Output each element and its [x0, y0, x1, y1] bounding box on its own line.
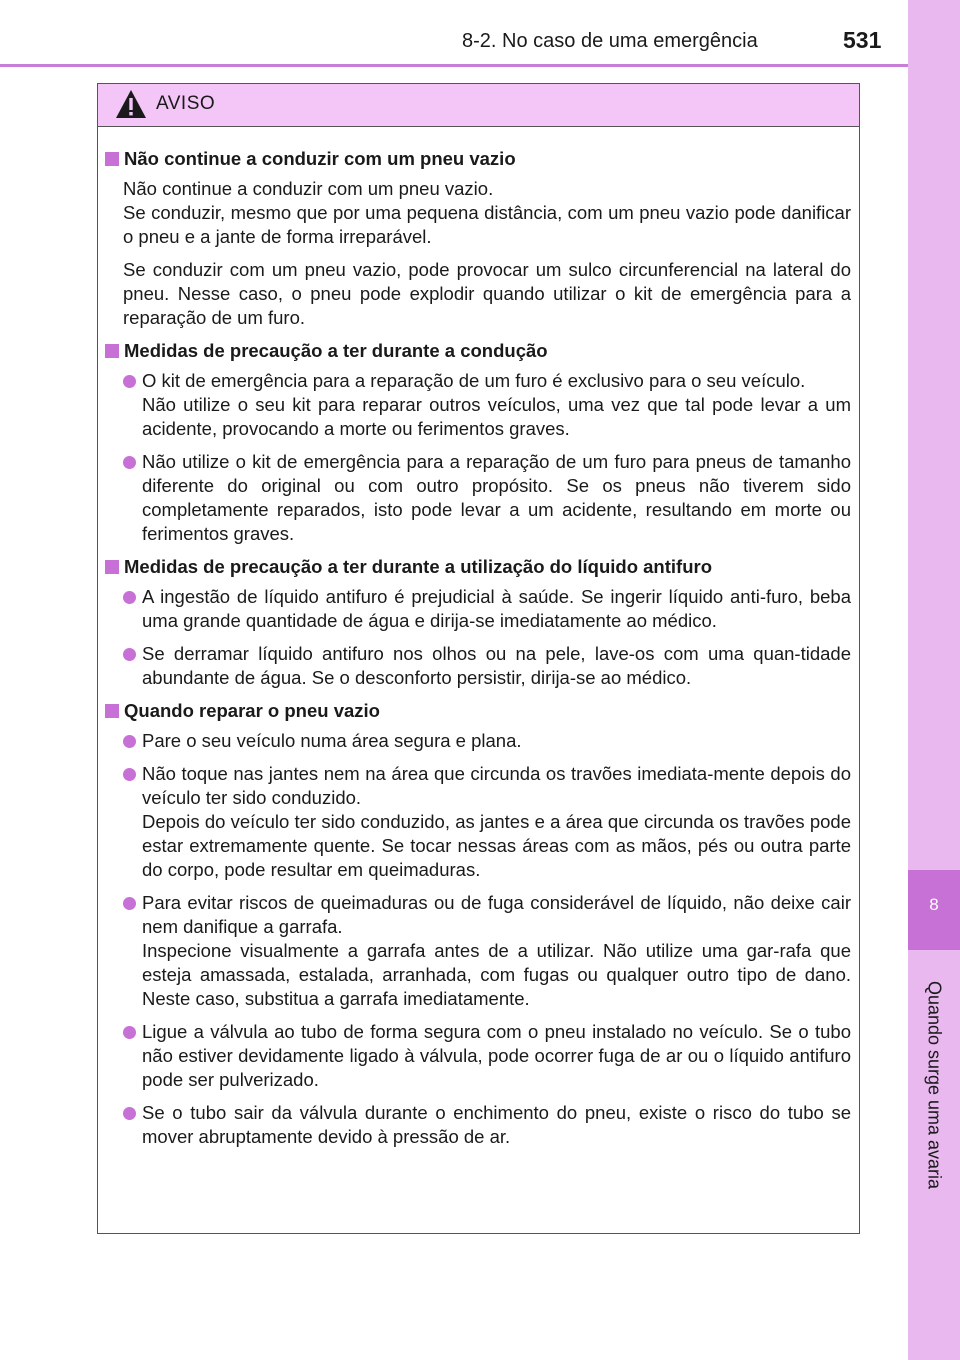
bullet-item-text [142, 642, 851, 690]
warning-header [98, 84, 859, 127]
round-bullet-icon [123, 768, 136, 781]
section-heading-text: Quando reparar o pneu vazio [124, 700, 380, 721]
bullet-item [123, 729, 851, 753]
round-bullet-icon [123, 591, 136, 604]
warning-section [105, 555, 851, 690]
bullet-item-text [142, 585, 851, 633]
section-title: 8-2. No caso de uma emergência [462, 30, 758, 52]
round-bullet-icon [123, 1107, 136, 1120]
round-bullet-icon [123, 648, 136, 661]
bullet-item [123, 450, 851, 546]
page-number: 531 [843, 27, 882, 53]
warning-section [105, 339, 851, 546]
paragraph [123, 177, 851, 249]
bullet-line: O kit de emergência para a reparação de um furo é exclusivo para o seu veículo. [142, 370, 806, 391]
bullet-line: Ligue a válvula ao tubo de forma segura com o pneu instalado no veículo. Se o tubo não estiver devidamente ligado à válvula, pode ocorrer fuga de ar ou o líquido antifuro pode ser pulverizado. [142, 1021, 851, 1090]
bullet-item [123, 762, 851, 882]
round-bullet-icon [123, 1026, 136, 1039]
round-bullet-icon [123, 735, 136, 748]
warning-section [105, 147, 851, 330]
section-heading [105, 699, 851, 723]
paragraph [123, 258, 851, 330]
bullet-line: Para evitar riscos de queimaduras ou de fuga considerável de líquido, não deixe cair nem danifique a garrafa. [142, 892, 851, 937]
bullet-line: A ingestão de líquido antifuro é prejudicial à saúde. Se ingerir líquido anti-furo, beba uma grande quantidade de água e dirija-se imediatamente ao médico. [142, 586, 851, 631]
bullet-item-text [142, 369, 851, 441]
bullet-item-text [142, 1101, 851, 1149]
warning-body [98, 127, 859, 1149]
bullet-item [123, 1020, 851, 1092]
warning-title: AVISO [156, 93, 216, 114]
section-heading-text: Medidas de precaução a ter durante a utilização do líquido antifuro [124, 556, 712, 577]
bullet-line: Não utilize o kit de emergência para a reparação de um furo para pneus de tamanho diferente do original ou com outro propósito. Se os pneus não tiverem sido completamente reparados, isto pode levar a um acidente, resultando em morte ou ferimentos graves. [142, 451, 851, 544]
paragraph-line: Se conduzir com um pneu vazio, pode provocar um sulco circunferencial na lateral do pneu. Nesse caso, o pneu pode explodir quando utilizar o kit de emergência para a reparação de um furo. [123, 259, 851, 328]
bullet-item-text [142, 729, 851, 753]
bullet-line: Se derramar líquido antifuro nos olhos ou na pele, lave-os com uma quan-tidade abundante de água. Se o desconforto persistir, dirija-se ao médico. [142, 643, 851, 688]
bullet-item-text [142, 891, 851, 1011]
warning-box [97, 83, 860, 1234]
bullet-line: Não toque nas jantes nem na área que circunda os travões imediata-mente depois do veículo ter sido conduzido. [142, 763, 851, 808]
chapter-side-tab [908, 0, 960, 1360]
bullet-item [123, 642, 851, 690]
chapter-title: Quando surge uma avaria [924, 980, 945, 1190]
square-bullet-icon [105, 560, 119, 574]
round-bullet-icon [123, 456, 136, 469]
bullet-item-text [142, 1020, 851, 1092]
section-heading [105, 339, 851, 363]
bullet-item [123, 585, 851, 633]
square-bullet-icon [105, 704, 119, 718]
warning-section [105, 699, 851, 1149]
paragraph-line: Não continue a conduzir com um pneu vazio. [123, 178, 494, 199]
chapter-number: 8 [929, 895, 939, 914]
round-bullet-icon [123, 897, 136, 910]
bullet-line: Depois do veículo ter sido conduzido, as jantes e a área que circunda os travões pode estar extremamente quente. Se tocar nessas áreas com as mãos, pés ou outra parte do corpo, pode resultar em queimaduras. [142, 811, 851, 880]
bullet-line: Não utilize o seu kit para reparar outros veículos, uma vez que tal pode levar a um acidente, provocando a morte ou ferimentos graves. [142, 394, 851, 439]
square-bullet-icon [105, 152, 119, 166]
bullet-line: Inspecione visualmente a garrafa antes de a utilizar. Não utilize uma gar-rafa que esteja amassada, estalada, arranhada, com fugas ou qualquer outro tipo de dano. Neste caso, substitua a garrafa imediatamente. [142, 940, 851, 1009]
bullet-item-text [142, 762, 851, 882]
bullet-line: Pare o seu veículo numa área segura e plana. [142, 730, 522, 751]
bullet-line: Se o tubo sair da válvula durante o enchimento do pneu, existe o risco do tubo se mover abruptamente devido à pressão de ar. [142, 1102, 851, 1147]
square-bullet-icon [105, 344, 119, 358]
round-bullet-icon [123, 375, 136, 388]
paragraph-line: Se conduzir, mesmo que por uma pequena distância, com um pneu vazio pode danificar o pneu e a jante de forma irreparável. [123, 202, 851, 247]
section-heading-text: Não continue a conduzir com um pneu vazio [124, 148, 516, 169]
section-heading [105, 147, 851, 171]
bullet-item [123, 369, 851, 441]
warning-triangle-icon [115, 89, 147, 119]
section-heading-text: Medidas de precaução a ter durante a condução [124, 340, 548, 361]
bullet-item [123, 1101, 851, 1149]
section-heading [105, 555, 851, 579]
bullet-item-text [142, 450, 851, 546]
page-header [0, 0, 908, 67]
bullet-item [123, 891, 851, 1011]
